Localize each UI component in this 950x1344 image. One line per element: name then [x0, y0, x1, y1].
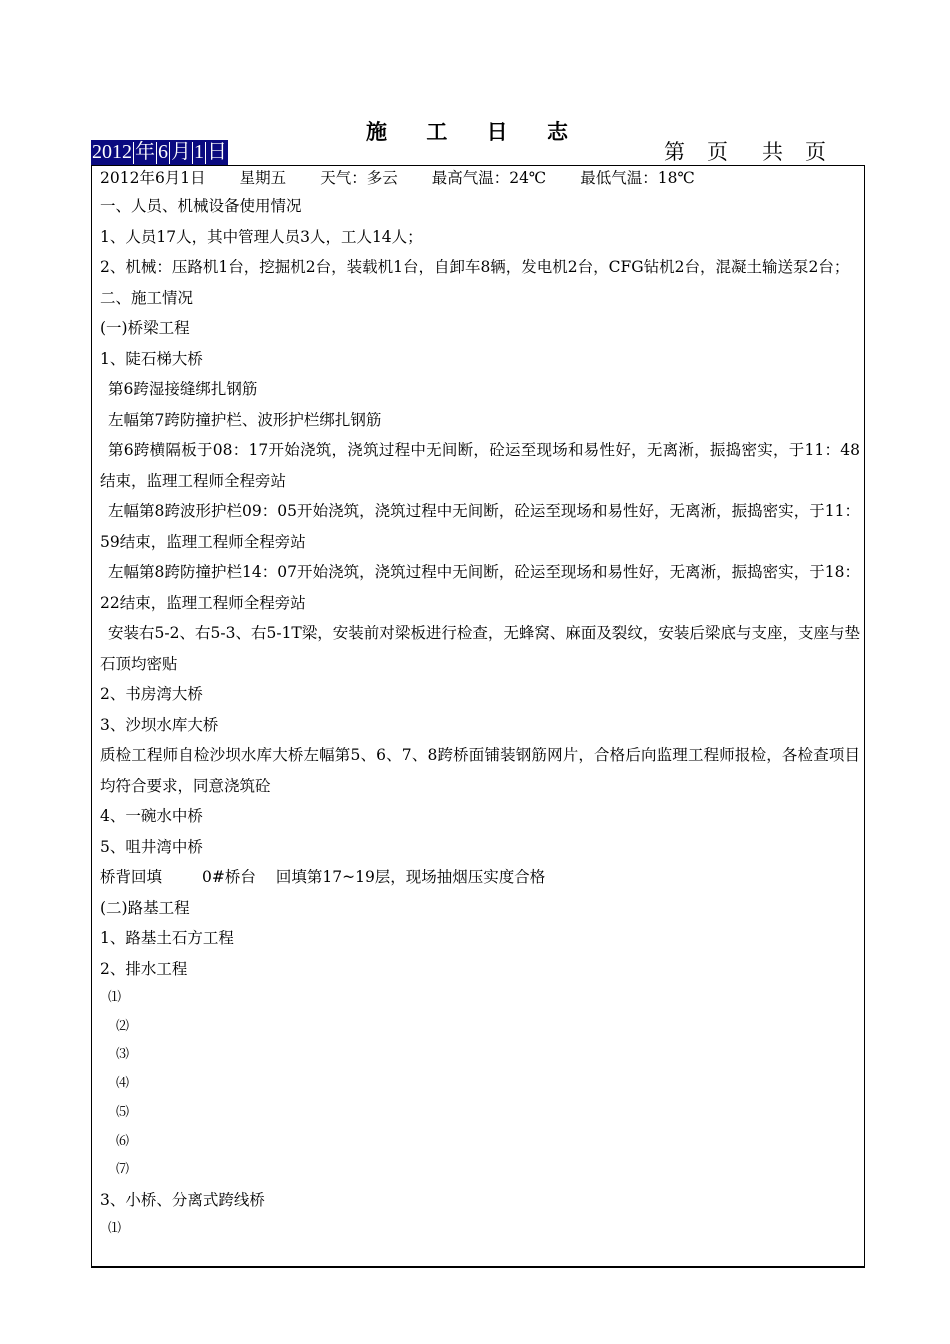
list-item: ⑴ — [108, 990, 122, 1005]
paragraph — [100, 862, 860, 893]
page-gong: 共 — [762, 140, 783, 164]
cell-divider — [169, 142, 170, 164]
backfill-label: 桥背回填 — [100, 868, 163, 886]
info-weekday: 星期五 — [239, 169, 287, 187]
item-heading: 2、书房湾大桥 — [100, 685, 203, 703]
item-heading: 3、小桥、分离式跨线桥 — [100, 1190, 265, 1209]
date-year: 2012 — [92, 141, 132, 163]
subsection-heading: (二)路基工程 — [100, 898, 190, 917]
page-ye: 页 — [707, 140, 728, 164]
paragraph: 左幅第7跨防撞护栏、波形护栏绑扎钢筋 — [108, 410, 382, 429]
paragraph: 1、人员17人，其中管理人员3人，工人14人； — [100, 227, 423, 246]
paragraph: 安装右5-2、右5-3、右5-1T梁，安装前对梁板进行检查，无蜂窝、麻面及裂纹，安装后梁底与支座，支座与垫石顶均密贴 — [100, 624, 860, 673]
cell-divider — [205, 142, 206, 164]
paragraph: 2、机械：压路机1台，挖掘机2台，装载机1台，自卸车8辆，发电机2台，CFG钻机2台，混凝土输送泵2台； — [100, 258, 850, 276]
cell-divider — [133, 142, 134, 164]
info-min-temp: 最低气温：18℃ — [580, 169, 695, 187]
item-heading: 3、沙坝水库大桥 — [100, 715, 219, 734]
info-weather: 天气：多云 — [320, 169, 398, 187]
item-heading: 4、一碗水中桥 — [100, 807, 203, 825]
date-year-suffix: 年 — [135, 141, 155, 163]
paragraph: 左幅第8跨波形护栏09：05开始浇筑，浇筑过程中无间断，砼运至现场和易性好，无离淅，振捣密实，于11：59结束，监理工程师全程旁站 — [100, 502, 860, 551]
item-heading: 2、排水工程 — [100, 959, 188, 978]
date-day-suffix: 日 — [207, 141, 227, 163]
backfill-detail: 回填第17~19层，现场抽烟压实度合格 — [275, 868, 546, 886]
date-month: 6 — [158, 141, 168, 163]
info-date: 2012年6月1日 — [100, 169, 206, 187]
paragraph: 第6跨湿接缝绑扎钢筋 — [108, 380, 258, 398]
item-heading: 5、咀井湾中桥 — [100, 837, 203, 856]
section-heading: 二、施工情况 — [100, 288, 194, 307]
paragraph: 质检工程师自检沙坝水库大桥左幅第5、6、7、8跨桥面铺装钢筋网片，合格后向监理工程师报检，各检查项目均符合要求，同意浇筑砼 — [100, 746, 860, 795]
paragraph: 第6跨横隔板于08：17开始浇筑，浇筑过程中无间断，砼运至现场和易性好，无离淅，振捣密实，于11：48结束，监理工程师全程旁站 — [100, 441, 860, 490]
page-title: 施 工 日 志 — [366, 119, 584, 144]
list-item: ⑶ — [116, 1047, 130, 1063]
list-item: ⑴ — [108, 1221, 122, 1237]
page-ye-2: 页 — [805, 140, 826, 164]
paragraph: 左幅第8跨防撞护栏14：07开始浇筑，浇筑过程中无间断，砼运至现场和易性好，无离淅，振捣密实，于18：22结束，监理工程师全程旁站 — [100, 563, 860, 612]
date-month-suffix: 月 — [171, 141, 191, 163]
log-content — [100, 166, 860, 1244]
item-heading: 1、陡石梯大桥 — [100, 349, 203, 368]
list-item: ⑺ — [116, 1162, 130, 1178]
item-heading: 1、路基土石方工程 — [100, 929, 234, 947]
info-max-temp: 最高气温：24℃ — [431, 169, 547, 187]
cell-divider — [156, 142, 157, 164]
page-di: 第 — [664, 140, 685, 164]
list-item: ⑹ — [116, 1133, 130, 1149]
subsection-heading: (一)桥梁工程 — [100, 319, 190, 337]
date-day: 1 — [194, 141, 204, 163]
cell-divider — [192, 142, 193, 164]
highlighted-date[interactable] — [91, 140, 228, 165]
abutment-label: 0#桥台 — [202, 868, 256, 886]
list-item: ⑵ — [116, 1018, 130, 1034]
list-item: ⑷ — [116, 1076, 130, 1092]
section-heading: 一、人员、机械设备使用情况 — [100, 197, 302, 215]
page-counter — [664, 140, 826, 165]
info-row — [100, 166, 860, 191]
list-item: ⑸ — [116, 1104, 130, 1120]
